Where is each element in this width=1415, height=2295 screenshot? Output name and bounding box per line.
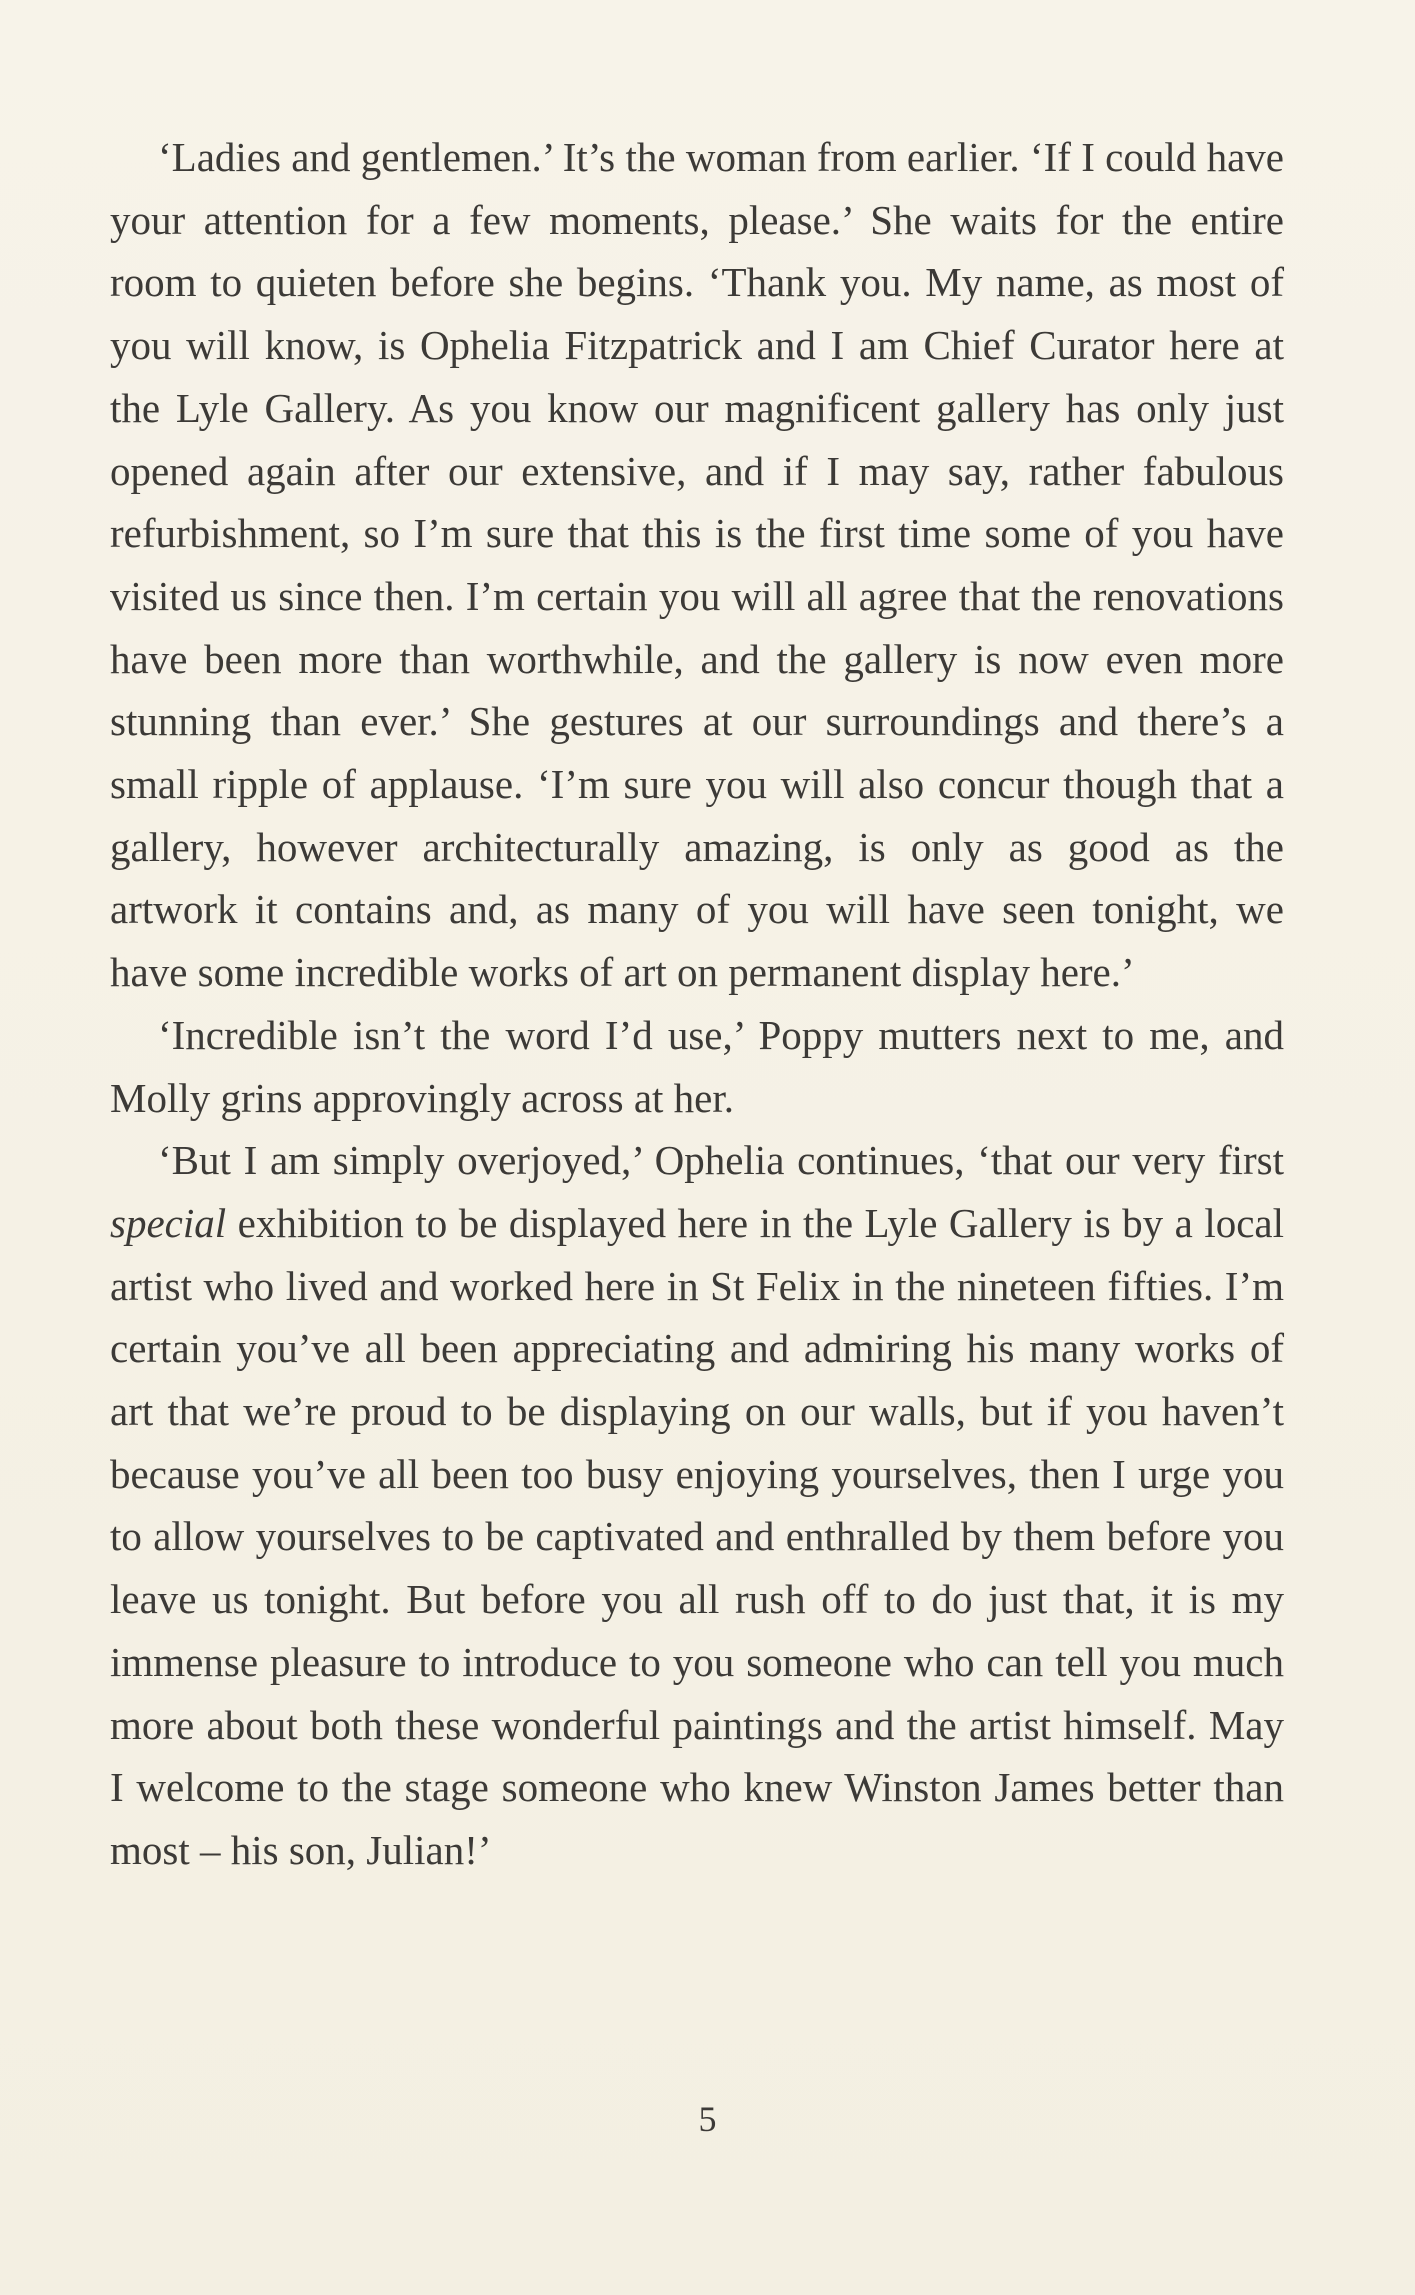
paragraph-2: [110, 1004, 1284, 1129]
paragraph-3-text-end: exhibition to be displayed here in the Lyle Gallery is by a local artist who lived and worked here in St Felix in the nineteen fifties. I’m certain you’ve all been appreciating and admiring his many works of art that we’re proud to be displaying on our walls, but if you haven’t because you’ve all been too busy enjoying yourselves, then I urge you to allow yourselves to be captivated and enthralled by them before you leave us tonight. But before you all rush off to do just that, it is my immense pleasure to introduce to you someone who can tell you much more about both these wonderful paintings and the artist himself. May I welcome to the stage someone who knew Winston James better than most – his son, Julian!’: [110, 1199, 1284, 1873]
page-number: 5: [698, 2099, 717, 2139]
paragraph-3: [110, 1129, 1284, 1881]
paragraph-3-text-start: ‘But I am simply overjoyed,’ Ophelia continues, ‘that our very first: [158, 1137, 1284, 1184]
paragraph-2-text: ‘Incredible isn’t the word I’d use,’ Poppy mutters next to me, and Molly grins approvingly across at her.: [110, 1011, 1284, 1121]
paragraph-1-text: ‘Ladies and gentlemen.’ It’s the woman from earlier. ‘If I could have your attention for a few moments, please.’ She waits for the entire room to quieten before she begins. ‘Thank you. My name, as most of you will know, is Ophelia Fitzpatrick and I am Chief Curator here at the Lyle Gallery. As you know our magnificent gallery has only just opened again after our extensive, and if I may say, rather fabulous refurbishment, so I’m sure that this is the first time some of you have visited us since then. I’m certain you will all agree that the renovations have been more than worthwhile, and the gallery is now even more stunning than ever.’ She gestures at our surroundings and there’s a small ripple of applause. ‘I’m sure you will also concur though that a gallery, however architecturally amazing, is only as good as the artwork it contains and, as many of you will have seen tonight, we have some incredible works of art on permanent display here.’: [110, 134, 1284, 996]
paragraph-1: [110, 126, 1284, 1004]
paragraph-3-emphasis: special: [110, 1199, 227, 1246]
body-text: [110, 126, 1284, 1882]
